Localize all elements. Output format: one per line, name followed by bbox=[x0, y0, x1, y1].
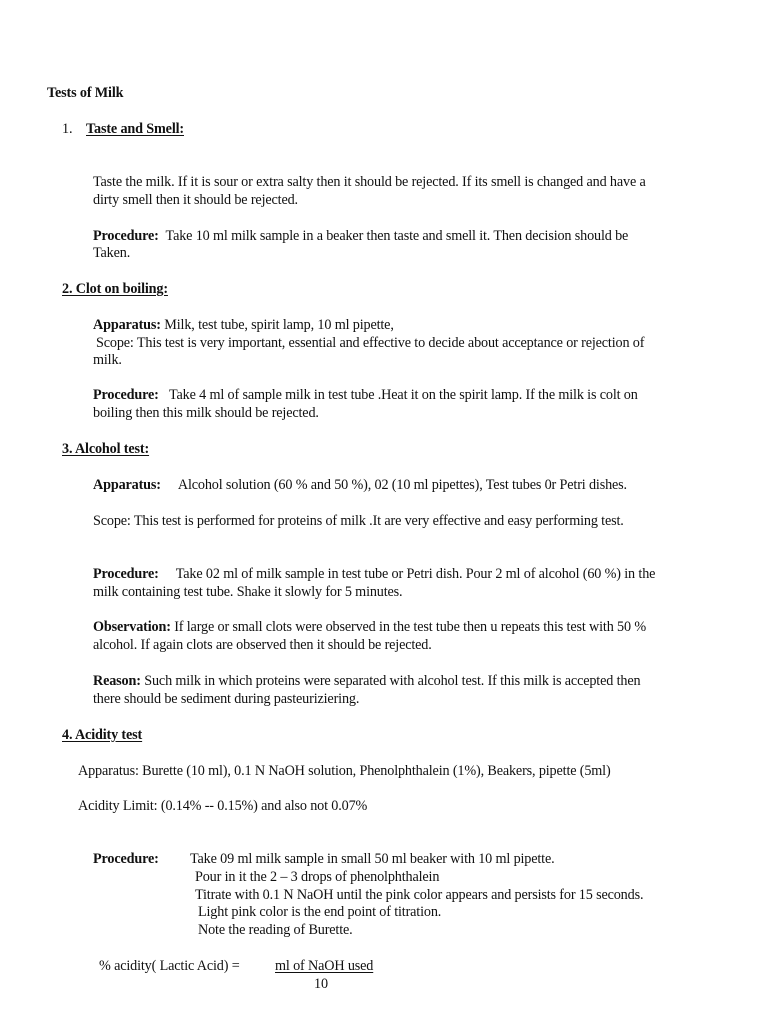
s3-reason-label: Reason: bbox=[93, 673, 141, 689]
section-2-heading: 2. Clot on boiling: bbox=[62, 281, 168, 297]
s1-intro-line-1: Taste the milk. If it is sour or extra salty then it should be rejected. If its smell is changed and have a bbox=[93, 174, 646, 190]
section-3-heading: 3. Alcohol test: bbox=[62, 441, 150, 457]
s3-reason bbox=[93, 672, 640, 690]
s3-scope: Scope: This test is performed for proteins of milk .It are very effective and easy performing test. bbox=[93, 513, 624, 529]
s3-observation-text: If large or small clots were observed in the test tube then u repeats this test with 50 % bbox=[174, 619, 647, 635]
s2-procedure bbox=[93, 386, 638, 404]
s2-scope-line-1: Scope: This test is very important, essential and effective to decide about acceptance or rejection of bbox=[96, 335, 645, 351]
s4-step-2: Pour in it the 2 – 3 drops of phenolphthalein bbox=[195, 869, 440, 885]
s2-apparatus-text: Milk, test tube, spirit lamp, 10 ml pipette, bbox=[164, 317, 394, 333]
s1-intro-line-2: dirty smell then it should be rejected. bbox=[93, 192, 298, 208]
s3-observation-line-2: alcohol. If again clots are observed then it should be rejected. bbox=[93, 637, 432, 653]
formula-denominator: 10 bbox=[314, 976, 328, 992]
s2-apparatus-label: Apparatus: bbox=[93, 317, 161, 333]
s3-reason-text: Such milk in which proteins were separated with alcohol test. If this milk is accepted then bbox=[144, 673, 641, 689]
formula-numerator: ml of NaOH used bbox=[275, 958, 374, 974]
section-1-heading: Taste and Smell: bbox=[86, 121, 184, 137]
s2-procedure-label: Procedure: bbox=[93, 387, 159, 403]
s3-procedure-line-2: milk containing test tube. Shake it slowly for 5 minutes. bbox=[93, 584, 403, 600]
s1-procedure-line-2: Taken. bbox=[93, 245, 131, 261]
s4-procedure-label: Procedure: bbox=[93, 851, 159, 867]
s4-apparatus: Apparatus: Burette (10 ml), 0.1 N NaOH solution, Phenolphthalein (1%), Beakers, pipette (5ml) bbox=[78, 763, 611, 779]
s4-step-4: Light pink color is the end point of titration. bbox=[198, 904, 442, 920]
s3-procedure-text: Take 02 ml of milk sample in test tube or Petri dish. Pour 2 ml of alcohol (60 %) in the bbox=[175, 566, 656, 582]
formula-lhs: % acidity( Lactic Acid) = bbox=[99, 958, 240, 974]
s3-observation bbox=[93, 618, 646, 636]
s2-procedure-line-2: boiling then this milk should be rejected. bbox=[93, 405, 319, 421]
s1-procedure bbox=[93, 227, 628, 245]
section-1-number: 1. bbox=[62, 121, 73, 137]
s1-procedure-text: Take 10 ml milk sample in a beaker then taste and smell it. Then decision should be bbox=[165, 228, 629, 244]
s3-observation-label: Observation: bbox=[93, 619, 171, 635]
s3-procedure-label: Procedure: bbox=[93, 566, 159, 582]
s1-procedure-label: Procedure: bbox=[93, 228, 159, 244]
s2-procedure-text: Take 4 ml of sample milk in test tube .Heat it on the spirit lamp. If the milk is colt on bbox=[168, 387, 638, 403]
s4-step-3: Titrate with 0.1 N NaOH until the pink color appears and persists for 15 seconds. bbox=[195, 887, 644, 903]
page-title: Tests of Milk bbox=[47, 85, 124, 101]
s2-apparatus bbox=[93, 316, 394, 334]
s3-procedure bbox=[93, 565, 655, 583]
s3-apparatus bbox=[93, 476, 627, 494]
s4-acidity-limit: Acidity Limit: (0.14% -- 0.15%) and also not 0.07% bbox=[78, 798, 368, 814]
s4-step-5: Note the reading of Burette. bbox=[198, 922, 353, 938]
s3-reason-line-2: there should be sediment during pasteuriziering. bbox=[93, 691, 360, 707]
section-4-heading: 4. Acidity test bbox=[62, 727, 143, 743]
s2-scope-line-2: milk. bbox=[93, 352, 122, 368]
s4-step-1: Take 09 ml milk sample in small 50 ml beaker with 10 ml pipette. bbox=[190, 851, 555, 867]
s3-apparatus-label: Apparatus: bbox=[93, 477, 161, 493]
s3-apparatus-text: Alcohol solution (60 % and 50 %), 02 (10 ml pipettes), Test tubes 0r Petri dishes. bbox=[177, 477, 627, 493]
